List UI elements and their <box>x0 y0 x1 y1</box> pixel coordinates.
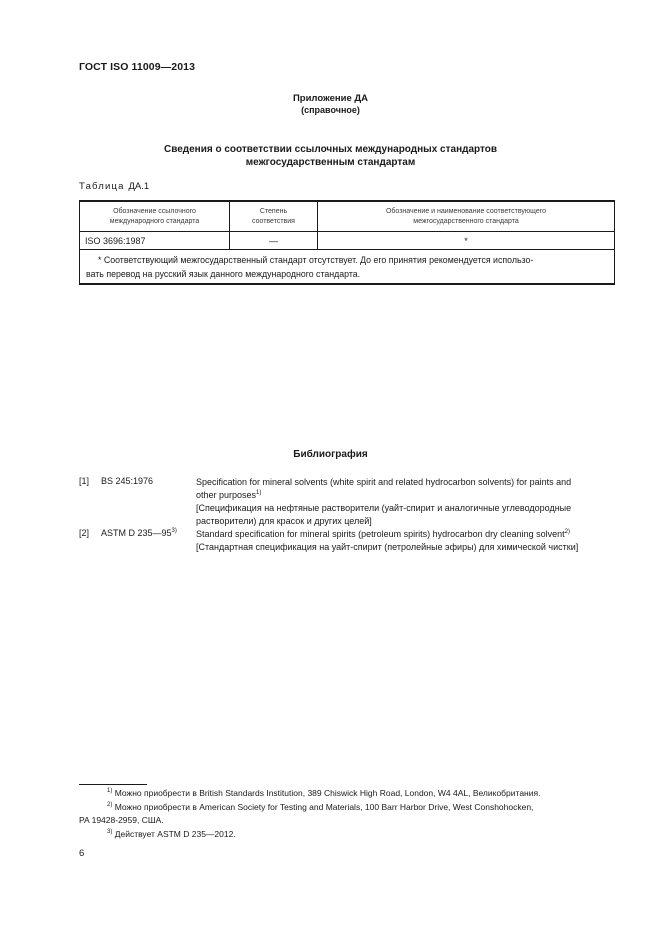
bib-entry-1-number: [1] <box>79 476 90 486</box>
bib-entry-2-ru-line-1: [Стандартная спецификация на уайт-спирит (петролейные эфиры) для химической чистки] <box>196 542 579 552</box>
footnote-3 <box>107 828 615 841</box>
header-line: соответствия <box>252 217 295 225</box>
cell-degree: — <box>230 232 318 250</box>
bib-entry-1-en-line-1: Specification for mineral solvents (white spirit and related hydrocarbon solvents) for paints and <box>196 477 572 487</box>
footnote-ref-2: 2) <box>564 529 571 535</box>
table-row <box>80 232 615 250</box>
footnote-ref-1: 1) <box>256 490 262 496</box>
footnote-1-mark: 1) <box>107 788 113 795</box>
section-title <box>0 143 661 169</box>
table-caption-label: Таблица <box>79 181 125 192</box>
appendix-title: Приложение ДА <box>292 93 369 104</box>
table-note-row <box>80 250 615 285</box>
header-degree-of-conformity <box>230 201 318 232</box>
cell-national-standard: * <box>318 232 615 250</box>
page-number: 6 <box>79 848 85 859</box>
footnote-1 <box>107 787 615 800</box>
bib-entry-1-ru-line-2: растворители) для красок и других целей] <box>196 516 372 526</box>
table-note-line-2: вать перевод на русский язык данного международного стандарта. <box>86 269 361 279</box>
bib-entry-1-en-line-2-wrap <box>196 489 614 502</box>
bib-entry-1-en-line-2: other purposes <box>196 490 257 500</box>
header-line: Обозначение ссылочного <box>113 207 196 215</box>
footnote-3-mark: 3) <box>107 829 113 836</box>
header-international-standard <box>80 201 230 232</box>
header-line: Обозначение и наименование соответствующего <box>385 207 547 215</box>
bib-entry-2-en-line-1: Standard specification for mineral spirits (petroleum spirits) hydrocarbon dry cleaning solvent <box>196 529 565 539</box>
footnote-1-text: Можно приобрести в British Standards Institution, 389 Chiswick High Road, London, W4 4AL, Великобритания. <box>114 788 541 798</box>
bib-entry-2-en-line-1-wrap <box>196 528 614 541</box>
footnote-ref-3: 3) <box>171 528 177 534</box>
cell-designation: ISO 3696:1987 <box>80 232 230 250</box>
document-id-header: ГОСТ ISO 11009—2013 <box>79 61 196 73</box>
footnote-3-text: Действует ASTM D 235—2012. <box>114 829 236 839</box>
footnote-2-text-line-1: Можно приобрести в American Society for Testing and Materials, 100 Barr Harbor Drive, West Conshohocken, <box>114 802 534 812</box>
bib-entry-1-ru-line-1: [Спецификация на нефтяные растворители (уайт-спирит и аналогичные углеводородные <box>196 503 572 513</box>
reference-table <box>79 200 615 285</box>
table-note <box>80 250 615 285</box>
bib-entry-2-text <box>196 528 614 554</box>
bib-entry-2-code: ASTM D 235—95 <box>101 528 172 538</box>
bib-entry-1-code: BS 245:1976 <box>101 476 154 486</box>
footnote-2-mark: 2) <box>107 802 113 809</box>
appendix-subtitle: (справочное) <box>301 105 360 115</box>
footnote-rule <box>79 784 147 785</box>
bib-entry-2-code-wrap <box>101 528 177 538</box>
section-title-line-1: Сведения о соответствии ссылочных международных стандартов <box>163 144 498 155</box>
footnote-2 <box>107 801 615 814</box>
table-caption <box>79 181 149 192</box>
header-line: Степень <box>259 207 288 215</box>
table-note-line-1: * Соответствующий межгосударственный стандарт отсутствует. До его принятия рекомендуется использо- <box>98 255 534 265</box>
table-header-row <box>80 201 615 232</box>
header-line: международного стандарта <box>109 217 200 225</box>
footnote-2-line-2: PA 19428-2959, США. <box>79 815 164 825</box>
table-caption-number: ДА.1 <box>128 181 150 192</box>
header-line: межгосударственного стандарта <box>413 217 519 225</box>
bib-entry-2-number: [2] <box>79 528 90 538</box>
bibliography-title: Библиография <box>293 449 368 460</box>
bib-entry-1-text <box>196 476 614 528</box>
section-title-line-2: межгосударственным стандартам <box>245 157 416 168</box>
header-interstate-standard <box>318 201 615 232</box>
